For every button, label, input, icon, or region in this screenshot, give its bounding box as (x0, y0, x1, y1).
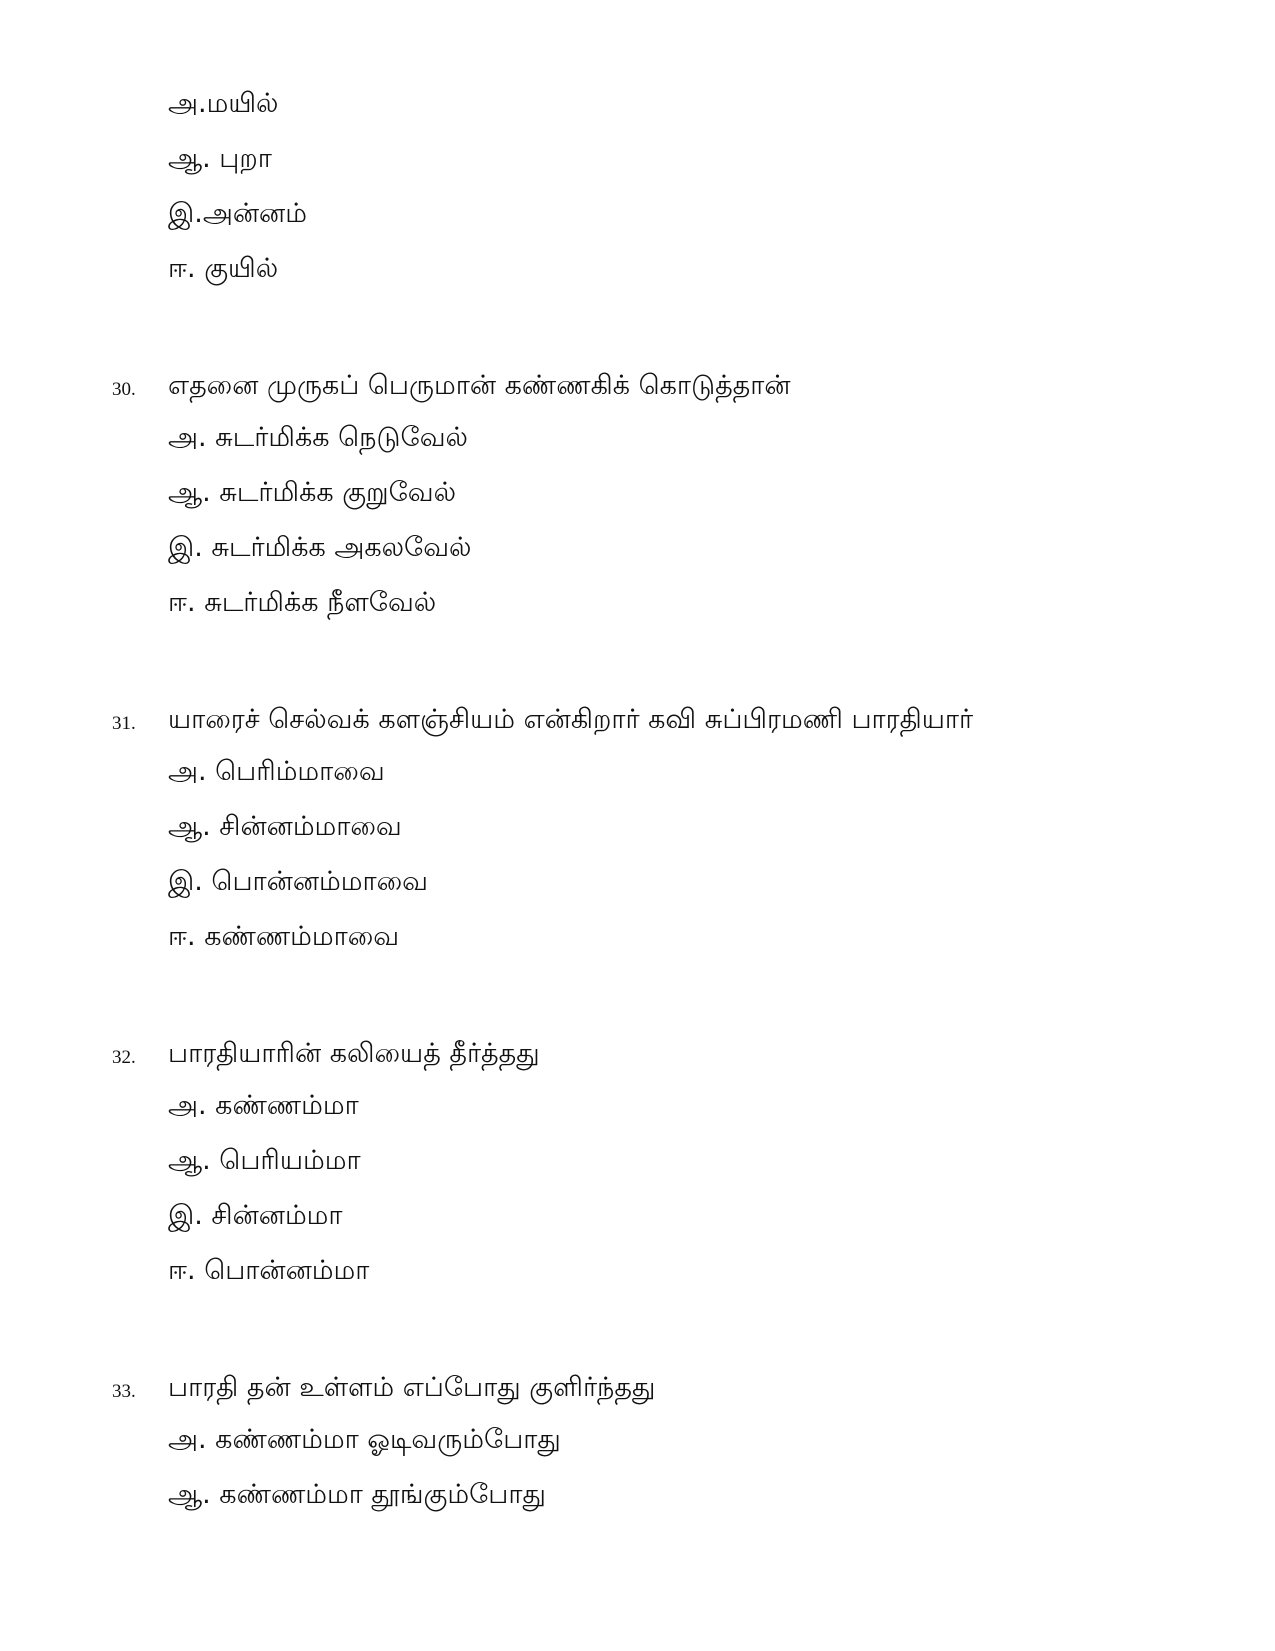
option-32-d: ஈ. பொன்னம்மா (168, 1255, 370, 1286)
question-33-number: 33. (112, 1381, 136, 1402)
option-30-d: ஈ. சுடர்மிக்க நீளவேல் (168, 587, 437, 618)
option-33-b: ஆ. கண்ணம்மா தூங்கும்போது (168, 1479, 546, 1510)
option-29-d: ஈ. குயில் (168, 253, 279, 284)
question-30-number: 30. (112, 379, 136, 400)
option-32-c: இ. சின்னம்மா (168, 1200, 343, 1231)
option-30-c: இ. சுடர்மிக்க அகலவேல் (168, 532, 472, 563)
option-30-b: ஆ. சுடர்மிக்க குறுவேல் (168, 477, 457, 508)
question-33-text: பாரதி தன் உள்ளம் எப்போது குளிர்ந்தது (168, 1372, 656, 1403)
option-29-a: அ.மயில் (168, 88, 279, 119)
question-31-number: 31. (112, 713, 136, 734)
question-32-text: பாரதியாரின் கலியைத் தீர்த்தது (168, 1038, 540, 1069)
question-31-text: யாரைச் செல்வக் களஞ்சியம் என்கிறார் கவி சுப்பிரமணி பாரதியார் (168, 704, 974, 735)
question-30-text: எதனை முருகப் பெருமான் கண்ணகிக் கொடுத்தான் (168, 370, 791, 401)
option-29-b: ஆ. புறா (168, 143, 272, 174)
option-31-c: இ. பொன்னம்மாவை (168, 866, 428, 897)
option-32-b: ஆ. பெரியம்மா (168, 1145, 361, 1176)
option-31-a: அ. பெரிம்மாவை (168, 756, 385, 787)
option-29-c: இ.அன்னம் (168, 198, 307, 229)
option-33-a: அ. கண்ணம்மா ஓடிவரும்போது (168, 1424, 561, 1455)
question-32-number: 32. (112, 1047, 136, 1068)
option-31-d: ஈ. கண்ணம்மாவை (168, 921, 400, 952)
option-31-b: ஆ. சின்னம்மாவை (168, 811, 402, 842)
option-32-a: அ. கண்ணம்மா (168, 1090, 359, 1121)
option-30-a: அ. சுடர்மிக்க நெடுவேல் (168, 422, 468, 453)
